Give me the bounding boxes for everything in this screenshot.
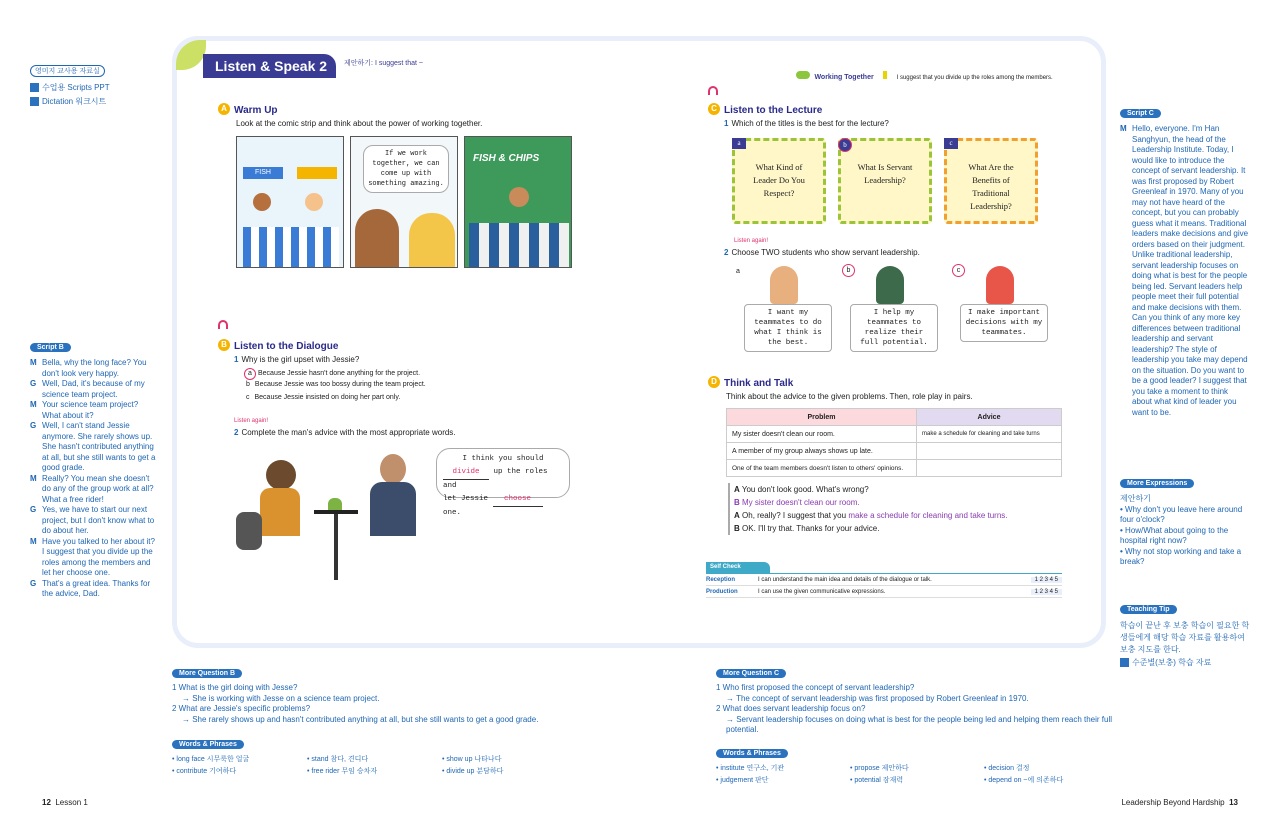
script-b-text: [30, 358, 158, 600]
script-line: G Well, I can't stand Jessie anymore. She rarely shows up. She hasn't contributed anything at all, but she still wants to get a good grade.: [30, 421, 156, 472]
section-c-badge: C: [708, 103, 720, 115]
table-row: A member of my group always shows up late.: [727, 443, 1062, 460]
teaching-tip-badge: Teaching Tip: [1120, 605, 1177, 614]
expr-1: • Why don't you leave here around four o'clock?: [1120, 504, 1243, 524]
chapter-title: Leadership Beyond Hardship: [1121, 798, 1225, 807]
col-problem: Problem: [727, 409, 917, 426]
comic-bubble: If we work together, we can come up with something amazing.: [363, 145, 449, 193]
section-d-header: [708, 373, 793, 391]
section-a-header: [218, 100, 278, 118]
answer-divide[interactable]: divide: [443, 466, 489, 480]
comic-panel-1: [236, 136, 344, 268]
self-check-title: Self Check: [706, 562, 770, 573]
working-together-icon: [796, 71, 810, 79]
dialogue-illustration: [236, 450, 436, 590]
student-a-bubble: I want my teammates to do what I think is the best.: [744, 304, 832, 352]
left-sidebar: [30, 60, 160, 107]
student-c-bubble: I make important decisions with my teammates.: [960, 304, 1048, 342]
script-b-panel: [30, 336, 158, 600]
bottom-right-panel: More Question C 1 Who first proposed the concept of servant leadership? → The concept of servant leadership was first proposed by Robert Greenleaf in 1970. 2 What does servant leadership focus on? → Servant leadership focuses on doing what is best for the people being led and helping them reach their full potential. Words & Phrases • institute 연구소, 기관 • propose 제안하다 • decision 결정 • judgement 판단 • potential 잠재력 • depend on ~에 의존하다: [716, 670, 1113, 784]
rating-scale[interactable]: 1 2 3 4 5: [1031, 577, 1062, 583]
title-card-a[interactable]: a What Kind of Leader Do You Respect?: [732, 138, 826, 224]
section-a-badge: A: [218, 103, 230, 115]
script-line: M Have you talked to her about it? I suggest that you divide up the roles among the members and let her choose one.: [30, 536, 155, 577]
advice-bubble: I think you should divide up the roles and let Jessie choose one.: [436, 448, 570, 498]
script-line: G Yes, we have to start our next project, but I don't know what to do about her.: [30, 505, 155, 535]
working-together: Working Together I suggest that you divide up the roles among the members.: [796, 66, 1053, 84]
script-c-panel: [1120, 102, 1250, 418]
expr-3: • Why not stop working and take a break?: [1120, 546, 1242, 566]
section-c-title: Listen to the Lecture: [724, 105, 823, 116]
worksheet-icon: [30, 97, 39, 106]
listen-again-c: Listen again!: [734, 238, 769, 244]
script-c-text: M Hello, everyone. I'm Han Sanghyun, the head of the Leadership Institute. Today, I would like to introduce the concept of servant leadership. It was first proposed by Robert Greenleaf in 1970. Many of you may not have heard of the concept, but you can probably guess what it means. Traditional leaders make decisions and give orders based on their judgment. Unlike traditional leadership, servant leadership focuses on doing what is best for the people being led. Servant leaders help people meet their full potential and make decisions with them. Can you think of any more key differences between traditional leadership and servant leadership? The style of leadership you take may depend on the situation. Do you want to be a good leader? I suggest that you take a moment to think about what kind of leader you want to be.: [1120, 124, 1249, 417]
footer-right: [1121, 798, 1238, 807]
student-b-bubble: I help my teammates to realize their full potential.: [850, 304, 938, 352]
headphones-icon: [708, 86, 718, 95]
words-phrases-badge-right: Words & Phrases: [716, 749, 788, 758]
section-a-instruction: Look at the comic strip and think about the power of working together.: [236, 119, 483, 128]
section-b-q2: 2 Complete the man's advice with the most appropriate words.: [234, 428, 456, 437]
section-c-q2: 2 Choose TWO students who show servant leadership.: [724, 248, 920, 257]
tip-resource[interactable]: 수준별(보충) 학습 자료: [1120, 658, 1254, 669]
self-check-table: Reception I can understand the main idea and details of the dialogue or talk. 1 2 3 4 5 Production I can use the given communicative expressions. 1 2 3 4 5: [706, 573, 1062, 598]
script-line: M Really? You mean she doesn't do any of the group work at all? What a free rider!: [30, 473, 154, 504]
answer-choose[interactable]: choose: [493, 493, 543, 507]
resource-ppt[interactable]: 수업용 Scripts PPT: [30, 82, 160, 93]
student-a-figure: [770, 266, 798, 304]
resource-dictation[interactable]: Dictation 워크시트: [30, 96, 160, 107]
rating-scale[interactable]: 1 2 3 4 5: [1031, 589, 1062, 595]
table-row: My sister doesn't clean our room. make a schedule for cleaning and take turns: [727, 426, 1062, 443]
section-c-q1: 1 Which of the titles is the best for the lecture?: [724, 119, 889, 128]
worksheet-icon: [1120, 658, 1129, 667]
page-subtitle: 제안하기: I suggest that ~: [344, 60, 423, 67]
option-b[interactable]: b Because Jessie was too bossy during the team project.: [246, 381, 426, 388]
lesson-label: Lesson 1: [55, 798, 88, 807]
page-title: Listen & Speak 2: [203, 54, 336, 78]
script-line: M Bella, why the long face? You don't look very happy.: [30, 358, 147, 378]
script-line: M Your science team project? What about it?: [30, 400, 139, 420]
table-row: One of the team members doesn't listen to others' opinions.: [727, 460, 1062, 477]
section-d-instruction: Think about the advice to the given problems. Then, role play in pairs.: [726, 392, 973, 401]
more-question-b-badge: More Question B: [172, 669, 242, 678]
students-row: a b c I want my teammates to do what I think is the best. I help my teammates to realize their full potential. I make important decisions with my teammates.: [736, 264, 1056, 374]
col-advice: Advice: [917, 409, 1062, 426]
listen-again-b: Listen again!: [234, 418, 269, 424]
section-b-q1: 1 Why is the girl upset with Jessie?: [234, 355, 360, 364]
script-line: G Well, Dad, it's because of my science team project.: [30, 379, 145, 399]
script-b-badge: Script B: [30, 343, 71, 352]
option-c[interactable]: c Because Jessie insisted on doing her part only.: [246, 394, 401, 401]
section-d-title: Think and Talk: [724, 378, 794, 389]
option-a[interactable]: a Because Jessie hasn't done anything for the project.: [244, 368, 544, 381]
comic-panel-3: [464, 136, 572, 268]
title-card-c[interactable]: c What Are the Benefits of Traditional Leadership?: [944, 138, 1038, 224]
comic-panel-2: [350, 136, 458, 268]
words-phrases-badge-left: Words & Phrases: [172, 740, 244, 749]
script-line: G That's a great idea. Thanks for the advice, Dad.: [30, 578, 151, 598]
page-number-left: 12: [42, 798, 51, 807]
sign-fish: FISH: [243, 167, 283, 179]
section-a-title: Warm Up: [234, 105, 278, 116]
resource-tag: 영미지 교사용 자료실: [30, 65, 105, 77]
section-b-title: Listen to the Dialogue: [234, 341, 339, 352]
role-play-dialogue: A You don't look good. What's wrong? B My sister doesn't clean our room. A Oh, really? I suggest that you make a schedule for cleaning and take turns. B OK. I'll try that. Thanks for your advice.: [728, 483, 1008, 535]
student-b-figure: [876, 266, 904, 304]
sign-fish-chips: FISH & CHIPS: [473, 153, 540, 164]
title-card-b[interactable]: b What Is Servant Leadership?: [838, 138, 932, 224]
problem-advice-table: [726, 408, 1062, 477]
section-c-header: [708, 100, 822, 118]
footer-left: [42, 798, 88, 807]
section-b-header: [218, 336, 338, 354]
more-expressions-badge: More Expressions: [1120, 479, 1194, 488]
script-c-badge: Script C: [1120, 109, 1161, 118]
more-expressions-panel: More Expressions 제안하기 • Why don't you leave here around four o'clock? • How/What about going to the hospital right now? • Why not stop working and take a break?: [1120, 472, 1252, 568]
section-b-badge: B: [218, 339, 230, 351]
section-b-options: [244, 368, 544, 407]
page-number-right: 13: [1229, 798, 1238, 807]
teaching-tip-panel: Teaching Tip 학습이 끝난 후 보충 학습이 필요한 학생들에게 해당 학습 자료를 활용하여 보충 지도를 한다. 수준별(보충) 학습 자료: [1120, 598, 1254, 669]
bottom-left-panel: More Question B 1 What is the girl doing with Jesse? → She is working with Jesse on a science team project. 2 What are Jessie's specific problems? → She rarely shows up and hasn't contributed anything at all, but she still wants to get a good grade. Words & Phrases • long face 시무룩한 얼굴 • stand 참다, 견디다 • show up 나타나다 • contribute 기여하다 • free rider 무임 승차자 • divide up 분담하다: [172, 670, 539, 775]
ppt-icon: [30, 83, 39, 92]
headphones-icon: [218, 320, 228, 329]
expr-2: • How/What about going to the hospital right now?: [1120, 525, 1229, 545]
student-c-figure: [986, 266, 1014, 304]
more-question-c-badge: More Question C: [716, 669, 786, 678]
section-d-badge: D: [708, 376, 720, 388]
